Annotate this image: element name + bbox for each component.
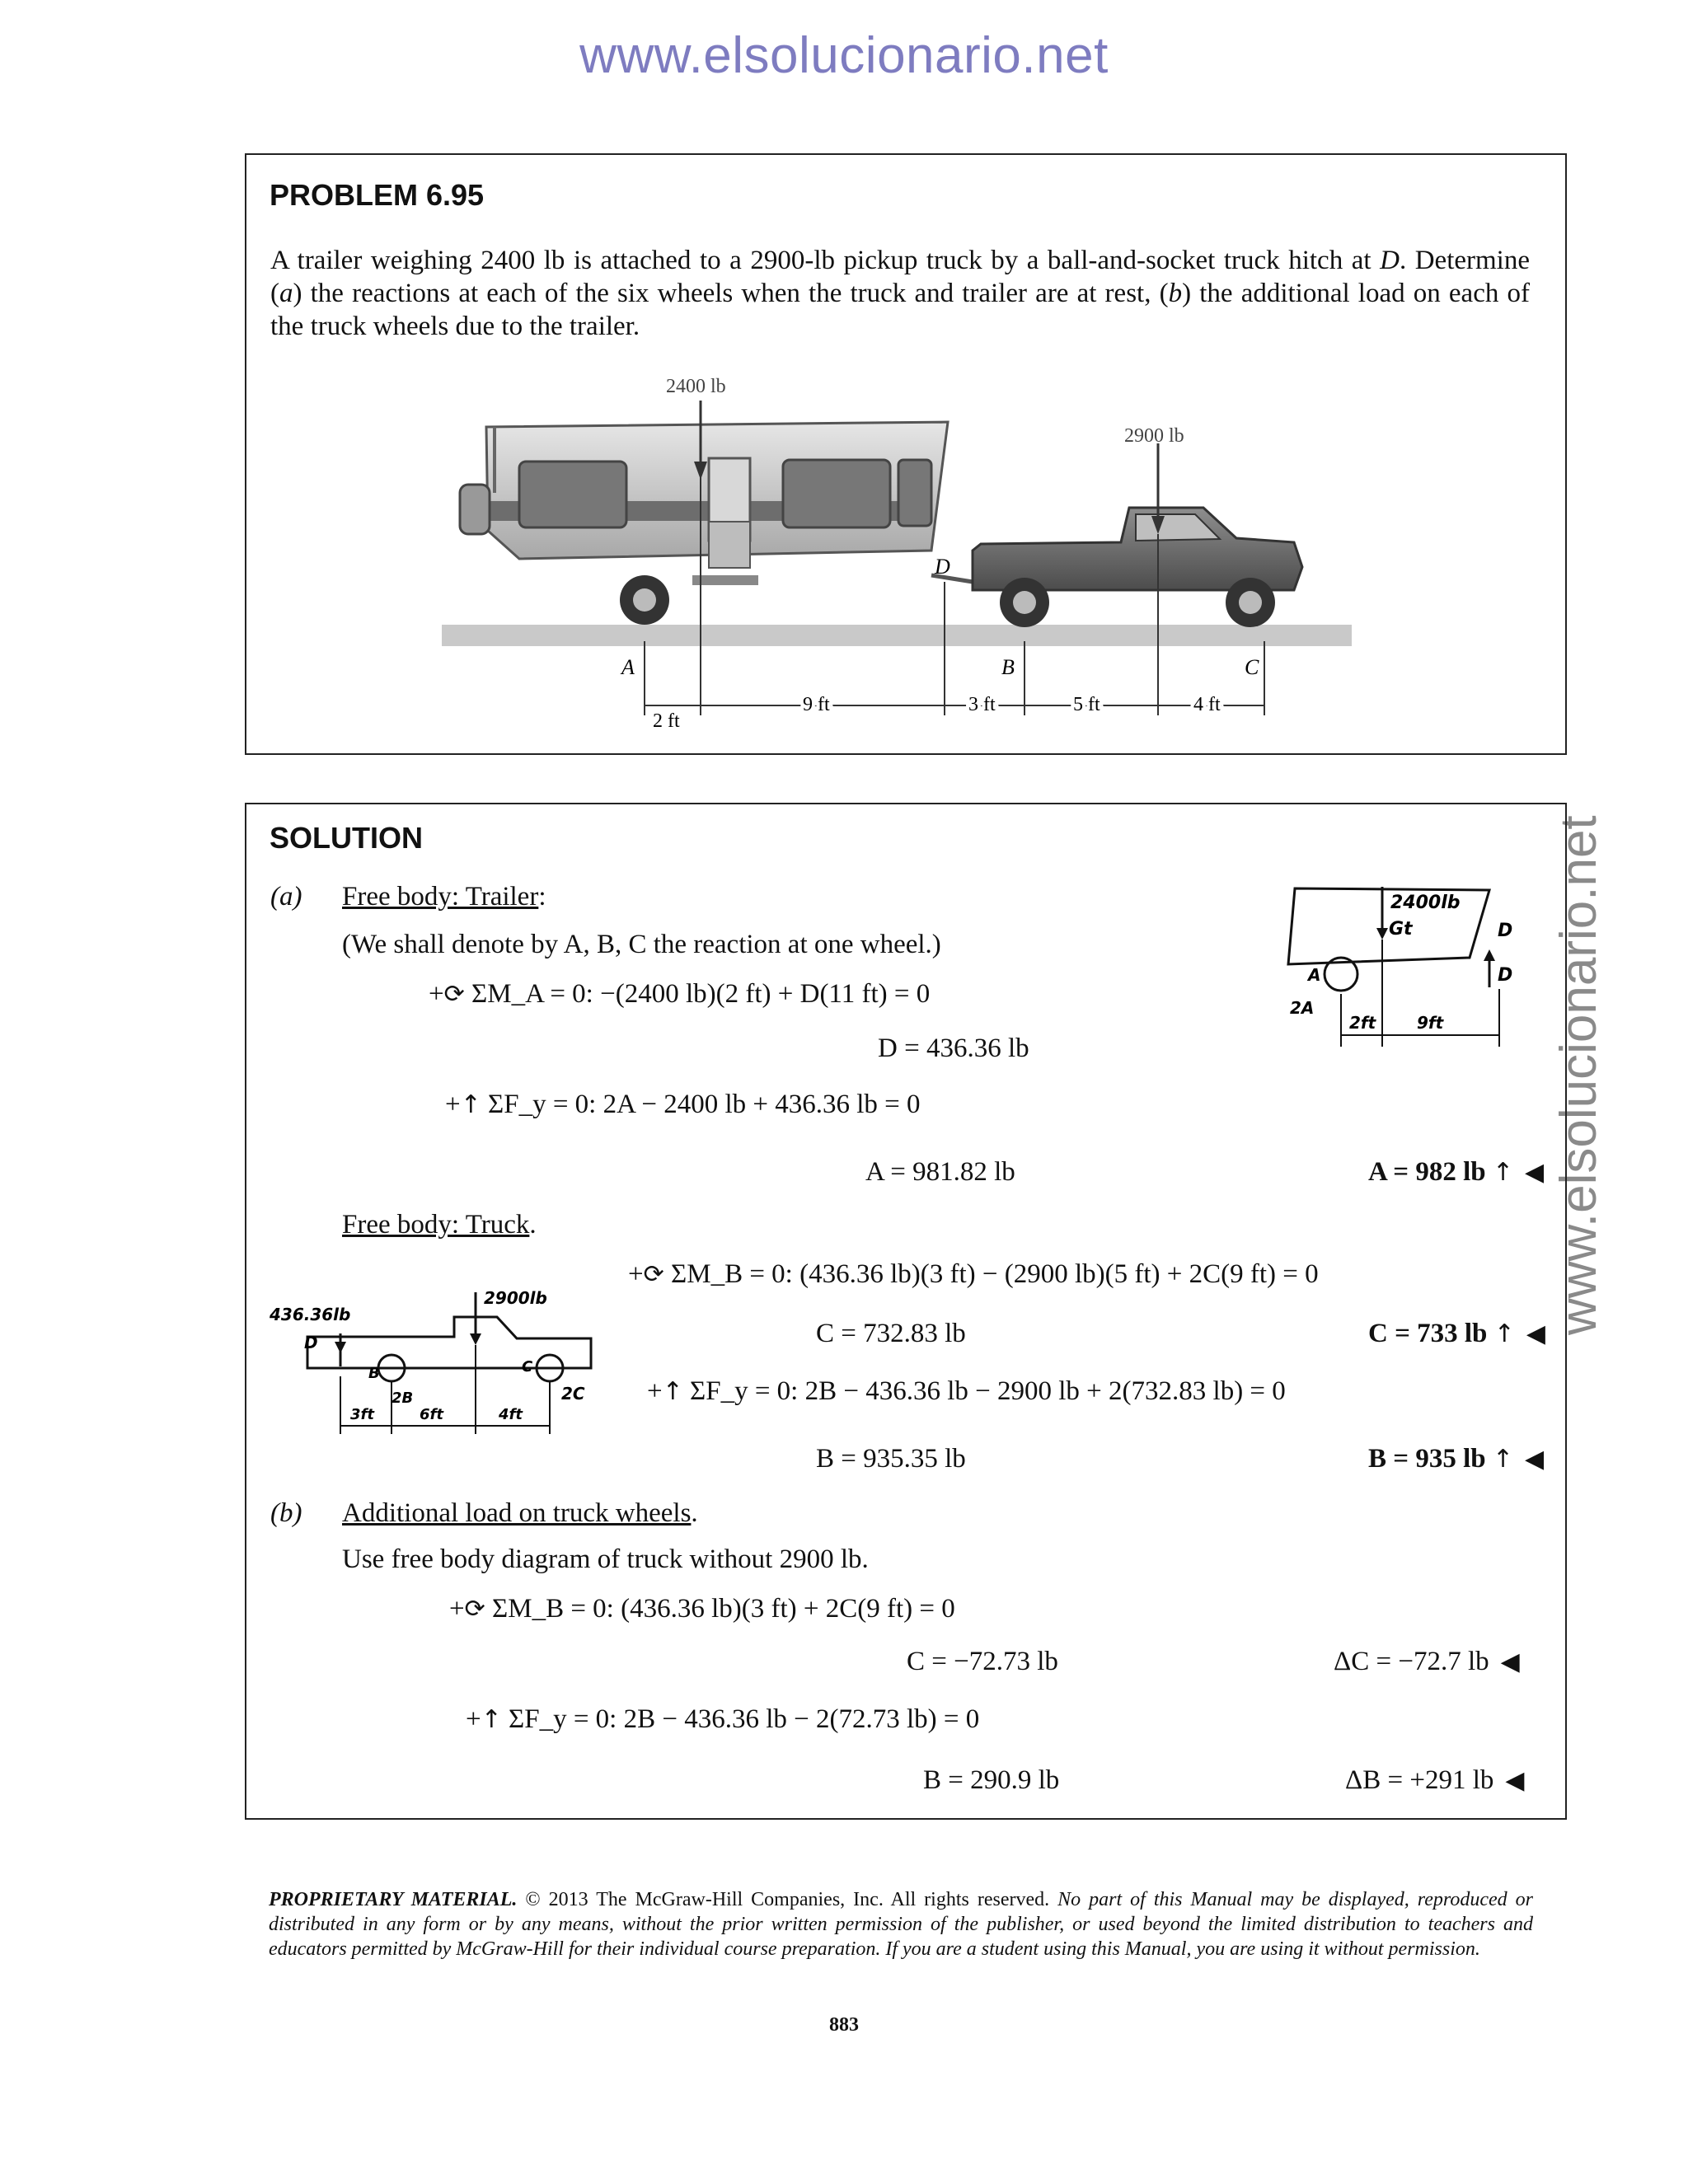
svg-text:2400lb: 2400lb bbox=[1390, 893, 1461, 913]
part-b-label: (b) bbox=[270, 1498, 302, 1528]
svg-text:3ft: 3ft bbox=[350, 1406, 374, 1423]
equation-force-y-additional: +↑ ΣF_y = 0: 2B − 436.36 lb − 2(72.73 lb) = 0 bbox=[466, 1704, 980, 1734]
svg-text:436.36lb: 436.36lb bbox=[270, 1305, 351, 1324]
answer-c: C = 733 lb ↑ ◀ bbox=[1368, 1319, 1545, 1348]
watermark-side: www.elsolucionario.net bbox=[1550, 815, 1607, 1335]
svg-text:D: D bbox=[304, 1333, 318, 1352]
svg-text:C: C bbox=[522, 1358, 533, 1376]
dim-4ft: 4 ft bbox=[1193, 694, 1221, 715]
part-a-note: (We shall denote by A, B, C the reaction at one wheel.) bbox=[342, 930, 941, 959]
result-c-additional: C = −72.73 lb bbox=[907, 1647, 1058, 1676]
answer-delta-c: ΔC = −72.7 lb ◀ bbox=[1334, 1647, 1520, 1676]
part-b-note: Use free body diagram of truck without 2900 lb. bbox=[342, 1544, 869, 1574]
dim-3ft: 3 ft bbox=[968, 694, 996, 715]
result-a: A = 981.82 lb bbox=[865, 1157, 1015, 1187]
svg-text:Gt: Gt bbox=[1389, 919, 1413, 940]
svg-text:2B: 2B bbox=[392, 1390, 414, 1407]
answer-b: B = 935 lb ↑ ◀ bbox=[1368, 1444, 1545, 1474]
point-b-label: B bbox=[1001, 655, 1015, 679]
problem-statement: A trailer weighing 2400 lb is attached to a 2900-lb pickup truck by a ball-and-socket truck hitch at D. Determine (a) the reactions at each of the six wheels when the truck and trailer are at rest, (b) the additional load on each of the truck wheels due to the trailer. bbox=[270, 246, 1530, 341]
hitch-label: D bbox=[935, 555, 950, 579]
svg-text:6ft: 6ft bbox=[420, 1406, 443, 1423]
equation-force-y-trailer: +↑ ΣF_y = 0: 2A − 2400 lb + 436.36 lb = 0 bbox=[445, 1090, 921, 1119]
svg-text:2ft: 2ft bbox=[1349, 1013, 1376, 1033]
part-a-label: (a) bbox=[270, 882, 302, 912]
dim-5ft: 5 ft bbox=[1073, 694, 1100, 715]
part-a-heading: Free body: Trailer: bbox=[342, 882, 546, 912]
result-b-additional: B = 290.9 lb bbox=[923, 1765, 1060, 1795]
page-number: 883 bbox=[829, 2014, 859, 2036]
result-d: D = 436.36 lb bbox=[878, 1033, 1029, 1063]
equation-force-y-truck: +↑ ΣF_y = 0: 2B − 436.36 lb − 2900 lb + 2(732.83 lb) = 0 bbox=[647, 1376, 1286, 1406]
truck-fbd-sketch bbox=[268, 1286, 606, 1451]
solution-title: SOLUTION bbox=[270, 821, 423, 855]
problem-title: PROBLEM 6.95 bbox=[270, 178, 485, 212]
svg-text:2900lb: 2900lb bbox=[484, 1288, 547, 1308]
result-b: B = 935.35 lb bbox=[816, 1444, 966, 1474]
dim-9ft: 9 ft bbox=[803, 694, 830, 715]
ground bbox=[442, 625, 1352, 646]
point-a-label: A bbox=[621, 655, 635, 679]
trailer-fbd-sketch bbox=[1273, 882, 1521, 1055]
equation-moment-a: +⟳ ΣM_A = 0: −(2400 lb)(2 ft) + D(11 ft) = 0 bbox=[429, 979, 931, 1009]
svg-text:D: D bbox=[1498, 921, 1513, 941]
svg-text:2C: 2C bbox=[561, 1384, 585, 1404]
trailer-load-label: 2400 lb bbox=[666, 376, 726, 397]
svg-text:9ft: 9ft bbox=[1417, 1013, 1444, 1033]
watermark-top: www.elsolucionario.net bbox=[579, 27, 1109, 84]
truck-heading: Free body: Truck. bbox=[342, 1210, 537, 1240]
answer-delta-b: ΔB = +291 lb ◀ bbox=[1345, 1765, 1525, 1795]
svg-text:4ft: 4ft bbox=[499, 1406, 523, 1423]
point-c-label: C bbox=[1245, 655, 1259, 679]
answer-a: A = 982 lb ↑ ◀ bbox=[1368, 1157, 1545, 1187]
equation-moment-b: +⟳ ΣM_B = 0: (436.36 lb)(3 ft) − (2900 lb)(5 ft) + 2C(9 ft) = 0 bbox=[628, 1259, 1319, 1289]
svg-text:B: B bbox=[368, 1365, 380, 1382]
copyright-footer: PROPRIETARY MATERIAL. © 2013 The McGraw-Hill Companies, Inc. All rights reserved. No part of this Manual may be displayed, reproduced or distributed in any form or by any means, without the prior written permission of the publisher, or used beyond the limited distribution to teachers and educators permitted by McGraw-Hill for their individual course preparation. If you are a student using this Manual, you are using it without permission. bbox=[269, 1889, 1533, 1960]
svg-text:D: D bbox=[1498, 965, 1513, 986]
result-c: C = 732.83 lb bbox=[816, 1319, 966, 1348]
part-b-heading: Additional load on truck wheels. bbox=[342, 1498, 698, 1528]
dim-2ft: 2 ft bbox=[653, 710, 680, 732]
svg-text:A: A bbox=[1308, 965, 1321, 985]
svg-text:2A: 2A bbox=[1290, 998, 1315, 1018]
truck-load-label: 2900 lb bbox=[1124, 425, 1184, 447]
trailer-truck-figure bbox=[437, 369, 1360, 740]
equation-moment-b-additional: +⟳ ΣM_B = 0: (436.36 lb)(3 ft) + 2C(9 ft) = 0 bbox=[449, 1594, 955, 1624]
